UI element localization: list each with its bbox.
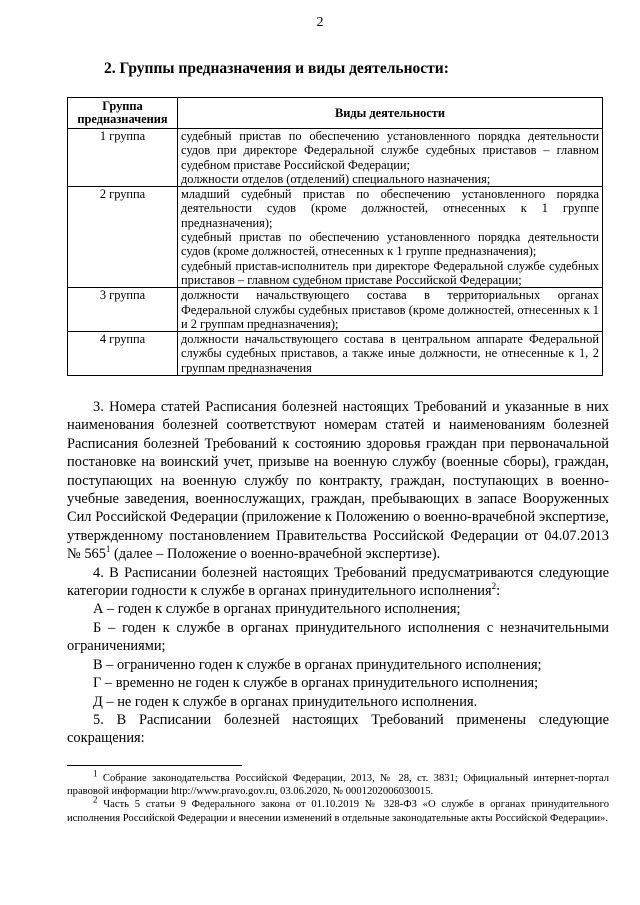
activity-line: судебный пристав по обеспечению установленного порядка деятельности судов (кроме должностей, отнесенных к 1 группе предназначения); (181, 230, 599, 259)
table-row (68, 129, 603, 187)
group-cell: 3 группа (68, 288, 178, 332)
footnote-ref-2: 2 (491, 581, 497, 592)
group-cell: 2 группа (68, 187, 178, 288)
groups-table (67, 97, 603, 376)
category-g: Г – временно не годен к службе в органах принудительного исполнения; (93, 675, 539, 692)
activity-line: судебный пристав по обеспечению установленного порядка деятельности судов при директоре Федеральной службе судебных приставов – главном судебном приставе Российской Федерации; (181, 129, 599, 172)
footnote-text: Собрание законодательства Российской Федерации, 2013, № 28, ст. 3831; Официальный интернет-портал правовой информации http://www.pravo.gov.ru, 03.06.2020, № 0001202006030015. (67, 773, 609, 798)
footnote-2 (67, 794, 609, 824)
table-header-row (68, 98, 603, 129)
footnote-mark: 2 (93, 794, 98, 805)
page-number: 2 (316, 15, 324, 30)
group-cell: 4 группа (68, 332, 178, 376)
group-cell: 1 группа (68, 129, 178, 187)
activity-line: судебный пристав-исполнитель при директоре Федеральной службе судебных приставов – главном судебном приставе Российской Федерации; (181, 258, 599, 287)
activities-cell (178, 129, 603, 187)
footnote-text: Часть 5 статьи 9 Федерального закона от 01.10.2019 № 328-ФЗ «О службе в органах принудительного исполнения Российской Федерации и внесении изменений в отдельные законодательные акты Российской Федерации». (67, 799, 609, 824)
header-activities: Виды деятельности (178, 98, 603, 129)
footnotes (67, 768, 609, 825)
category-d: Д – не годен к службе в органах принудительного исполнения. (93, 693, 478, 710)
activities-cell (178, 187, 603, 288)
table-row (68, 332, 603, 376)
footnote-mark: 1 (93, 768, 98, 779)
activity-line: должности начальствующего состава в центральном аппарате Федеральной службы судебных приставов, а также иные должности, не отнесенные к 1, 2 группам предназначения (181, 332, 599, 375)
paragraph-4 (67, 564, 609, 601)
section-title: 2. Группы предназначения и виды деятельности: (104, 60, 449, 77)
header-group: Группа предназначения (68, 98, 178, 129)
paragraph-5: 5. В Расписании болезней настоящих Требований применены следующие сокращения: (67, 711, 609, 747)
activity-line: должности начальствующего состава в территориальных органах Федеральной службы судебных приставов (кроме должностей, отнесенных к 1 и 2 группам предназначения); (181, 288, 599, 331)
paragraph-3 (67, 398, 609, 564)
activities-cell (178, 332, 603, 376)
table-row (68, 288, 603, 332)
activity-line: младший судебный пристав по обеспечению установленного порядка деятельности судов (кроме должностей, отнесенных к 1 группе предназначения); (181, 187, 599, 230)
activity-line: должности отделов (отделений) специального назначения; (181, 171, 491, 186)
category-a: А – годен к службе в органах принудительного исполнения; (93, 601, 461, 618)
category-b: Б – годен к службе в органах принудительного исполнения с незначительными ограничениями; (67, 619, 609, 655)
footnote-ref-1: 1 (105, 544, 111, 555)
footnote-divider (67, 765, 242, 766)
activities-cell (178, 288, 603, 332)
paragraph-3-text-end: (далее – Положение о военно-врачебной экспертизе). (110, 546, 441, 563)
category-v: В – ограниченно годен к службе в органах принудительного исполнения; (93, 656, 542, 673)
paragraph-3-text: 3. Номера статей Расписания болезней настоящих Требований и указанные в них наименования болезней соответствуют номерам статей и наименованиям болезней Расписания болезней Требований к состоянию здоровья граждан при первоначальной постановке на воинский учет, призыве на военную службу (военные сборы), граждан, поступающих на военную службу по контракту, граждан, поступающих в военно-учебные заведения, военнослужащих, граждан, пребывающих в запасе Вооруженных Сил Российской Федерации (приложение к Положению о военно-врачебной экспертизе, утвержденному постановлением Правительства Российской Федерации от 04.07.2013 № 565 (67, 399, 609, 563)
table-row (68, 187, 603, 288)
footnote-1 (67, 768, 609, 798)
body-text (67, 398, 609, 748)
paragraph-4-text-end: : (496, 583, 501, 600)
paragraph-4-text: 4. В Расписании болезней настоящих Требований предусматриваются следующие категории годности к службе в органах принудительного исполнения (67, 564, 609, 600)
